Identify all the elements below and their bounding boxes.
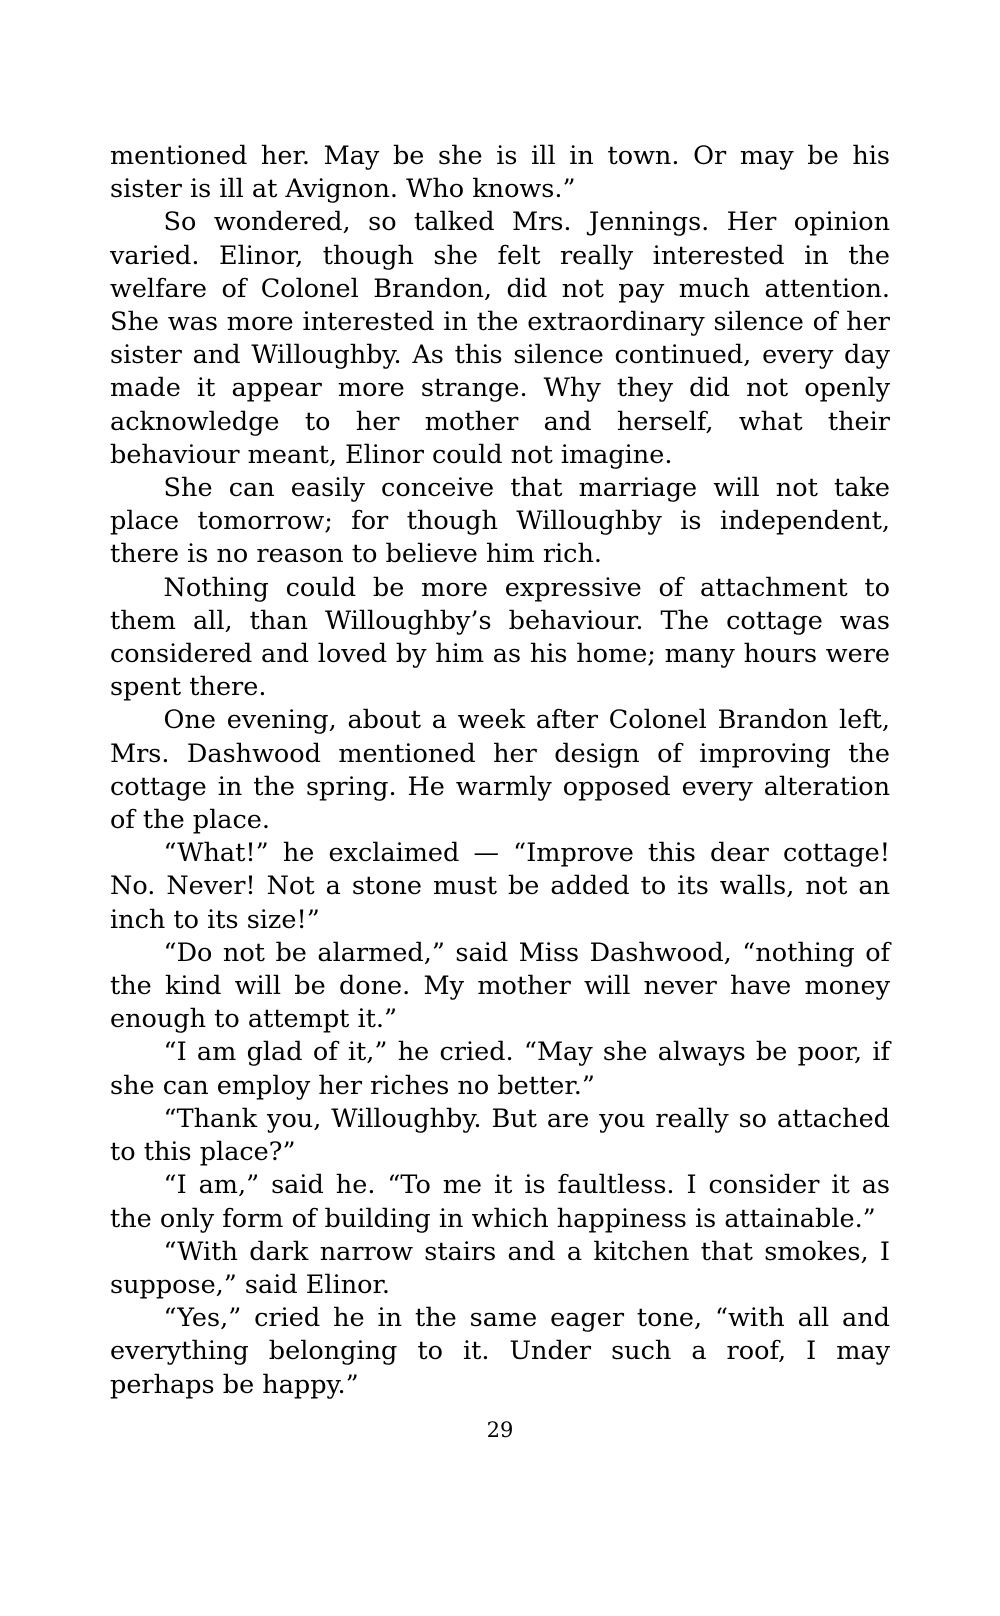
paragraph: Nothing could be more expressive of attachment to them all, than Willoughby’s behaviour. The cottage was considered and loved by him as his home; many hours were spent there. (110, 572, 890, 703)
paragraph: “Thank you, Willoughby. But are you really so attached to this place?” (110, 1103, 890, 1168)
paragraph: So wondered, so talked Mrs. Jennings. Her opinion varied. Elinor, though she felt really interested in the welfare of Colonel Brandon, did not pay much attention. She was more interested in the extraordinary silence of her sister and Willoughby. As this silence continued, every day made it appear more strange. Why they did not openly acknowledge to her mother and herself, what their behaviour meant, Elinor could not imagine. (110, 207, 890, 470)
paragraph: One evening, about a week after Colonel Brandon left, Mrs. Dashwood mentioned her design of improving the cottage in the spring. He warmly opposed every alteration of the place. (110, 705, 890, 836)
paragraph: “I am,” said he. “To me it is faultless. I consider it as the only form of building in which happiness is attainable.” (110, 1170, 890, 1234)
paragraph: “I am glad of it,” he cried. “May she always be poor, if she can employ her riches no better.” (110, 1037, 890, 1101)
paragraph: “Yes,” cried he in the same eager tone, “with all and everything belonging to it. Under such a roof, I may perhaps be happy.” (110, 1303, 890, 1400)
paragraph: “With dark narrow stairs and a kitchen that smokes, I suppose,” said Elinor. (110, 1236, 890, 1300)
page-number: 29 (486, 1418, 514, 1442)
page-body-text (110, 140, 890, 1402)
paragraph: “Do not be alarmed,” said Miss Dashwood, “nothing of the kind will be done. My mother will never have money enough to attempt it.” (110, 937, 890, 1035)
paragraph: mentioned her. May be she is ill in town. Or may be his sister is ill at Avignon. Who knows.” (110, 141, 890, 205)
paragraph: “What!” he exclaimed — “Improve this dear cottage! No. Never! Not a stone must be added to its walls, not an inch to its size!” (110, 838, 890, 935)
paragraph: She can easily conceive that marriage will not take place tomorrow; for though Willoughby is independent, there is no reason to believe him rich. (110, 473, 890, 570)
